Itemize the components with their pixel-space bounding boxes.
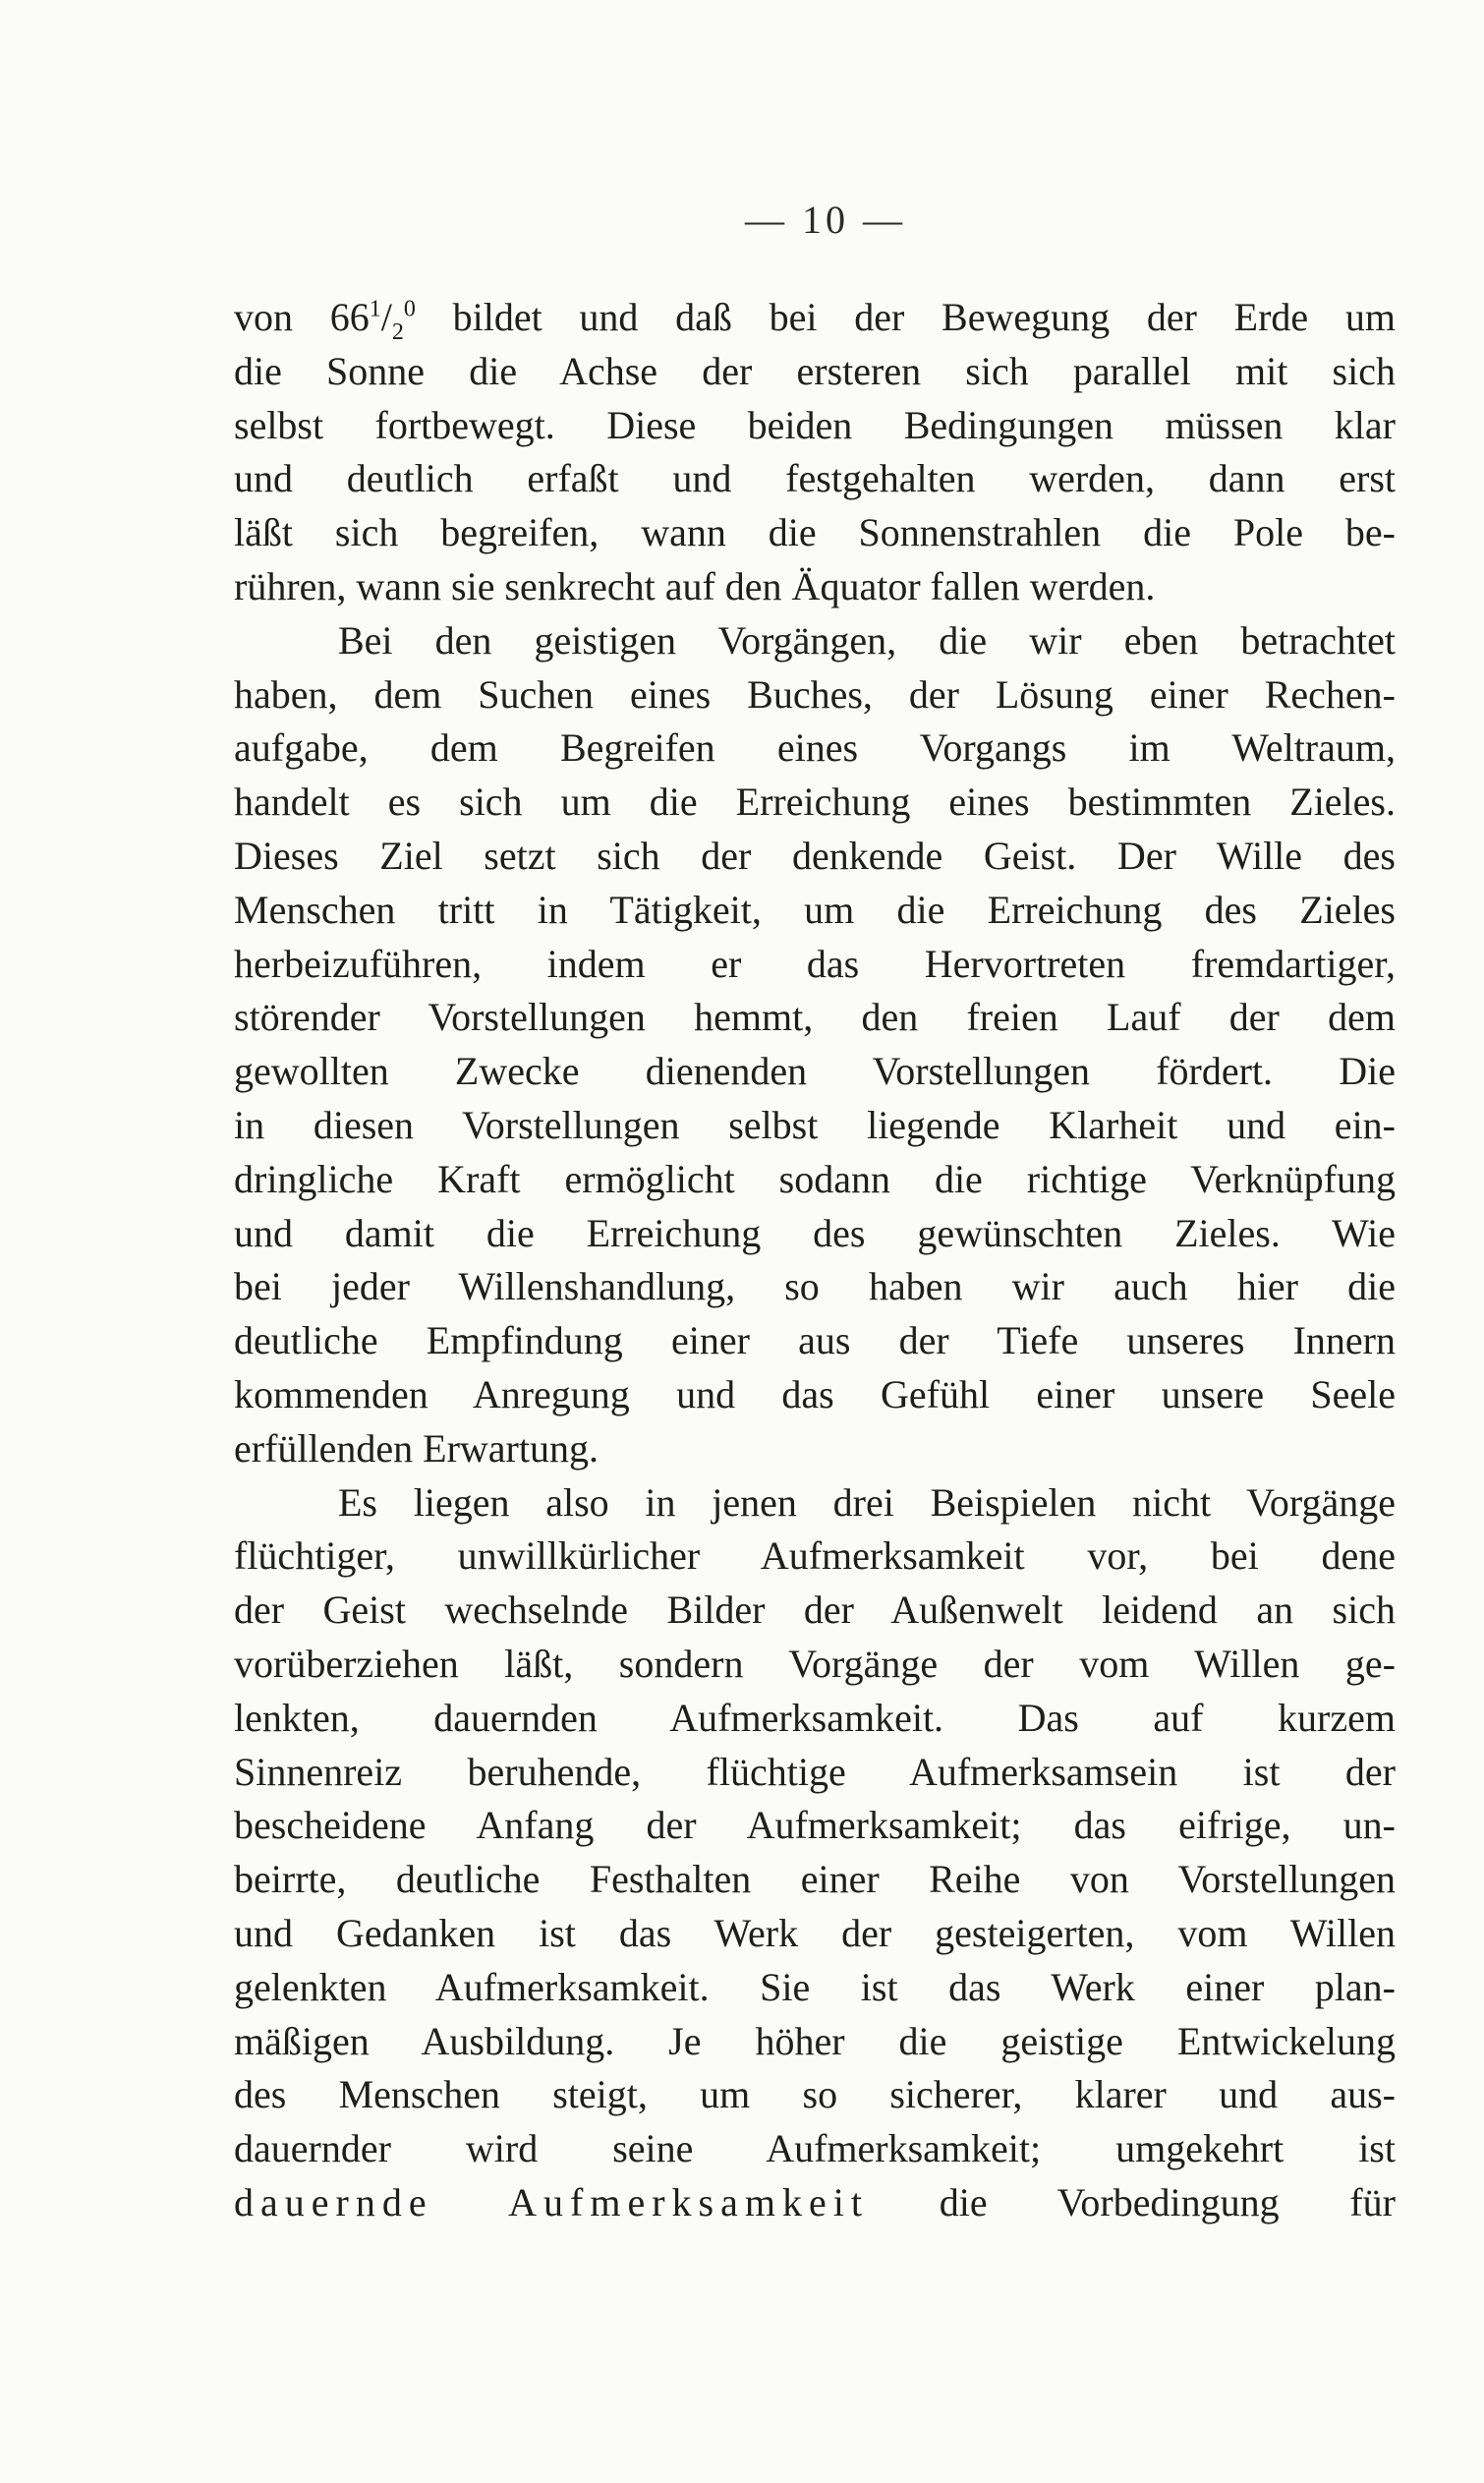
text-line: lenkten, dauernden Aufmerksamkeit. Das auf kurzem [234,1695,1396,1740]
text-line: dauernder wird seine Aufmerksamkeit; umgekehrt ist [234,2126,1396,2171]
text-line: Es liegen also in jenen drei Beispielen nicht Vorgänge [338,1479,1396,1525]
emphasized-text: dauernde Aufmerksamkeit [234,2179,869,2224]
text-line: handelt es sich um die Erreichung eines bestimmten Zieles. [234,780,1396,825]
text-line: vorüberziehen läßt, sondern Vorgänge der vom Willen ge- [234,1641,1396,1686]
text-line: Dieses Ziel setzt sich der denkende Geist. Der Wille des [234,833,1396,878]
text-line: bescheidene Anfang der Aufmerksamkeit; das eifrige, un- [234,1803,1396,1848]
text-line: deutliche Empfindung einer aus der Tiefe unseres Innern [234,1318,1396,1363]
text-line: kommenden Anregung und das Gefühl einer unsere Seele [234,1371,1396,1416]
text-line: der Geist wechselnde Bilder der Außenwelt leidend an sich [234,1588,1396,1633]
text-line: Bei den geistigen Vorgängen, die wir eben betrachtet [338,617,1396,663]
text-line: gewollten Zwecke dienenden Vorstellungen fördert. Die [234,1049,1396,1094]
text-line: und damit die Erreichung des gewünschten Zieles. Wie [234,1210,1396,1255]
text-line: Sinnenreiz beruhende, flüchtige Aufmerksamsein ist der [234,1749,1396,1794]
text-line: erfüllenden Erwartung. [234,1425,599,1471]
text-line: von $66^1/_2^0$ bildet und daß bei der Bewegung der Erde um [234,295,1396,345]
text-line: in diesen Vorstellungen selbst liegende Klarheit und ein- [234,1102,1396,1147]
body-text [234,291,1396,2230]
text-line: dringliche Kraft ermöglicht sodann die richtige Verknüpfung [234,1156,1396,1201]
text-line: dauernde Aufmerksamkeit die Vorbedingung für [234,2179,1396,2224]
page-number: — 10 — [745,198,906,242]
text-line: und deutlich erfaßt und festgehalten werden, dann erst [234,456,1396,501]
text-line: läßt sich begreifen, wann die Sonnenstrahlen die Pole be- [234,510,1396,555]
text-line: des Menschen steigt, um so sicherer, klarer und aus- [234,2072,1396,2117]
text-line: bei jeder Willenshandlung, so haben wir auch hier die [234,1264,1396,1309]
text-line: störender Vorstellungen hemmt, den freien Lauf der dem [234,995,1396,1040]
paragraph [234,614,1396,1476]
text-line: beirrte, deutliche Festhalten einer Reihe von Vorstellungen [234,1857,1396,1902]
text-line: rühren, wann sie senkrecht auf den Äquator fallen werden. [234,563,1156,608]
text-line: und Gedanken ist das Werk der gesteigerten, vom Willen [234,1910,1396,1955]
paragraph [234,1476,1396,2230]
text-line: mäßigen Ausbildung. Je höher die geistige Entwickelung [234,2018,1396,2063]
text-line: Menschen tritt in Tätigkeit, um die Erreichung des Zieles [234,887,1396,932]
text-line: die Sonne die Achse der ersteren sich parallel mit sich [234,348,1396,393]
text-line: selbst fortbewegt. Diese beiden Bedingungen müssen klar [234,402,1396,447]
text-line: aufgabe, dem Begreifen eines Vorgangs im Weltraum, [234,725,1396,771]
text-line: herbeizuführen, indem er das Hervortreten fremdartiger, [234,941,1396,986]
text-line: haben, dem Suchen eines Buches, der Lösung einer Rechen- [234,671,1396,717]
text-line: gelenkten Aufmerksamkeit. Sie ist das Werk einer plan- [234,1964,1396,2009]
paragraph [234,291,1396,614]
text-line: flüchtiger, unwillkürlicher Aufmerksamkeit vor, bei dene [234,1533,1396,1579]
